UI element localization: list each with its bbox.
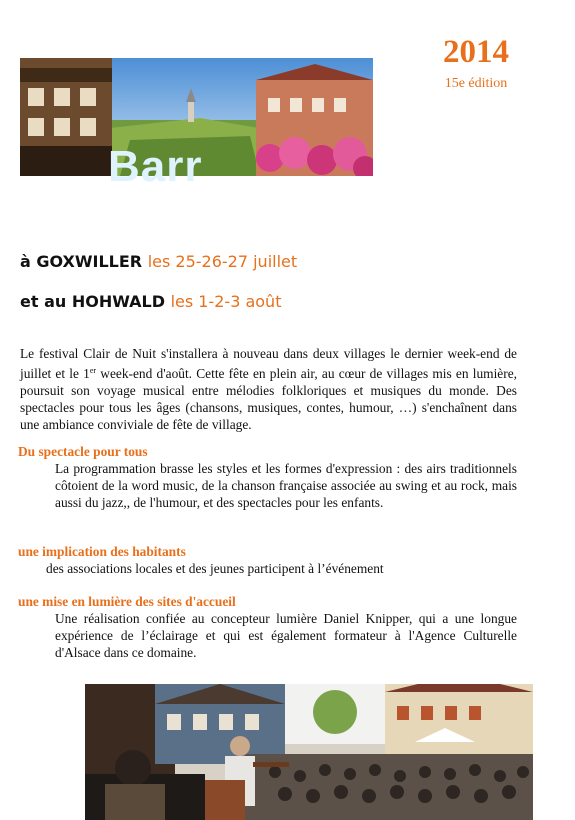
section-heading: Du spectacle pour tous	[18, 444, 148, 459]
location-goxwiller	[20, 252, 297, 271]
intro-text-end: week-end d'août. Cette fête en plein air, au cœur de villages mis en lumière, poursuit son voyage musical entre mélodies folkloriques et musiques du monde. Des spectacles pour tous les âges (chansons, musiques, contes, humour, …) s'enchaînent dans une ambiance conviviale de fête de village.	[20, 366, 517, 432]
intro-paragraph	[20, 345, 517, 433]
section-heading: une implication des habitants	[18, 544, 186, 559]
banner-town-word: Barr	[108, 142, 203, 191]
location-dates: les 25-26-27 juillet	[147, 252, 298, 271]
section-text: des associations locales et des jeunes participent à l’événement	[46, 561, 384, 576]
section-text: La programmation brasse les styles et les formes d'expression : des airs traditionnels côtoient de la word music, de la chanson française associée au swing et au rock, mais aussi du jazz,, de l'humour, et des spectacles pour les enfants.	[55, 461, 517, 510]
edition-label: 15e édition	[444, 76, 508, 91]
section-text: Une réalisation confiée au concepteur lumière Daniel Knipper, qui a une longue expérience de l’éclairage et qui est également formateur à l'Agence Culturelle d'Alsace dans ce domaine.	[55, 611, 517, 660]
concert-photo	[85, 684, 533, 820]
intro-text-start: Le festival Clair de Nuit s'installera à nouveau dans deux villages le dernier week-end de juillet et le 1	[20, 346, 517, 381]
location-hohwald	[20, 292, 281, 311]
ordinal-superscript: er	[89, 366, 97, 375]
location-name: et au HOHWALD	[20, 292, 165, 311]
year-title: 2014	[443, 34, 509, 70]
location-name: à GOXWILLER	[20, 252, 143, 271]
concert-scene-image	[85, 684, 533, 820]
location-dates: les 1-2-3 août	[170, 292, 282, 311]
section-heading: une mise en lumière des sites d'accueil	[18, 594, 236, 609]
